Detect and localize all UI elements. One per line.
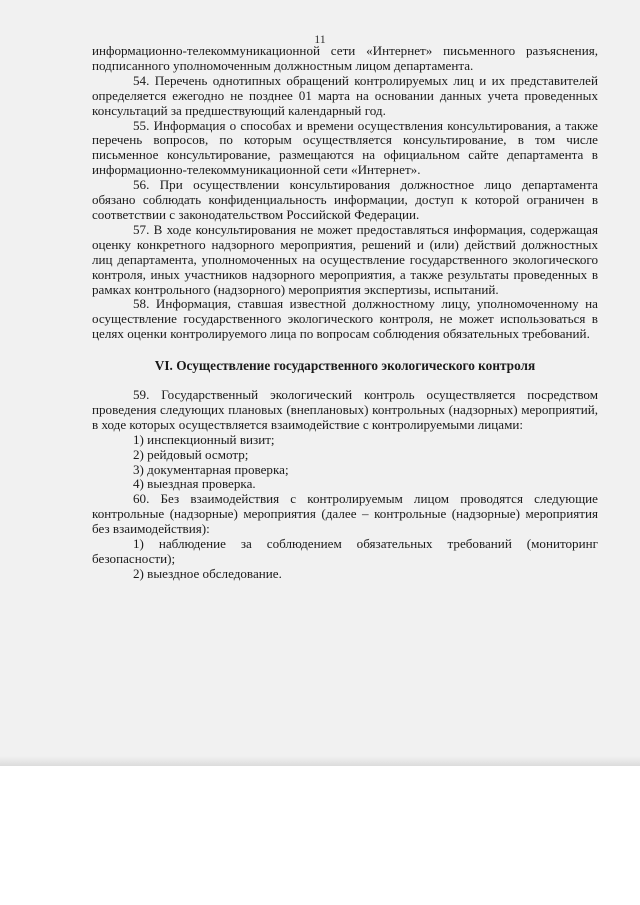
list-item: 1) наблюдение за соблюдением обязательных требований (мониторинг безопасности); bbox=[92, 536, 598, 566]
list-item: 3) документарная проверка; bbox=[133, 461, 289, 477]
document-body bbox=[92, 44, 598, 582]
list-item: 2) выездное обследование. bbox=[133, 565, 282, 581]
paragraph-continuation: информационно-телекоммуникационной сети «Интернет» письменного разъяснения, подписанного уполномоченным должностным лицом департамента. bbox=[92, 43, 598, 73]
paragraph-55: 55. Информация о способах и времени осуществления консультирования, а также перечень вопросов, по которым осуществляется консультирование, в том числе письменное консультирование, размещаются на официальном сайте департамента в информационно-телекоммуникационной сети «Интернет». bbox=[92, 117, 598, 178]
section-title: VI. Осуществление государственного экологического контроля bbox=[154, 358, 536, 374]
paragraph-58: 58. Информация, ставшая известной должностному лицу, уполномоченному на осуществление государственного экологического контроля, не может использоваться в целях оценки контролируемого лица по вопросам соблюдения обязательных требований. bbox=[92, 296, 598, 342]
page-number: 11 bbox=[314, 32, 326, 46]
paragraph-56: 56. При осуществлении консультирования должностное лицо департамента обязано соблюдать конфиденциальность информации, доступ к которой ограничен в соответствии с законодательством Российской Федерации. bbox=[92, 177, 598, 222]
paragraph-60: 60. Без взаимодействия с контролируемым лицом проводятся следующие контрольные (надзорные) мероприятия (далее – контрольные (надзорные) мероприятия без взаимодействия): bbox=[92, 491, 598, 537]
paragraph-59: 59. Государственный экологический контроль осуществляется посредством проведения следующих плановых (внеплановых) контрольных (надзорных) мероприятий, в ходе которых осуществляется взаимодействие с контролируемыми лицами: bbox=[92, 387, 598, 432]
list-item: 1) инспекционный визит; bbox=[133, 431, 275, 447]
list-item: 2) рейдовый осмотр; bbox=[133, 446, 249, 462]
paragraph-54: 54. Перечень однотипных обращений контролируемых лиц и их представителей определяется ежегодно не позднее 01 марта на основании данных учета проведенных консультаций за предшествующий календарный год. bbox=[92, 72, 598, 118]
paragraph-57: 57. В ходе консультирования не может предоставляться информация, содержащая оценку конкретного надзорного мероприятия, решений и (или) действий должностных лиц департамента, уполномоченных на осуществление государственного экологического контроля, иных участников надзорного мероприятия, а также результаты проведенных в рамках контрольного (надзорного) мероприятия экспертизы, испытаний. bbox=[92, 221, 598, 297]
list-item: 4) выездная проверка. bbox=[133, 476, 256, 492]
